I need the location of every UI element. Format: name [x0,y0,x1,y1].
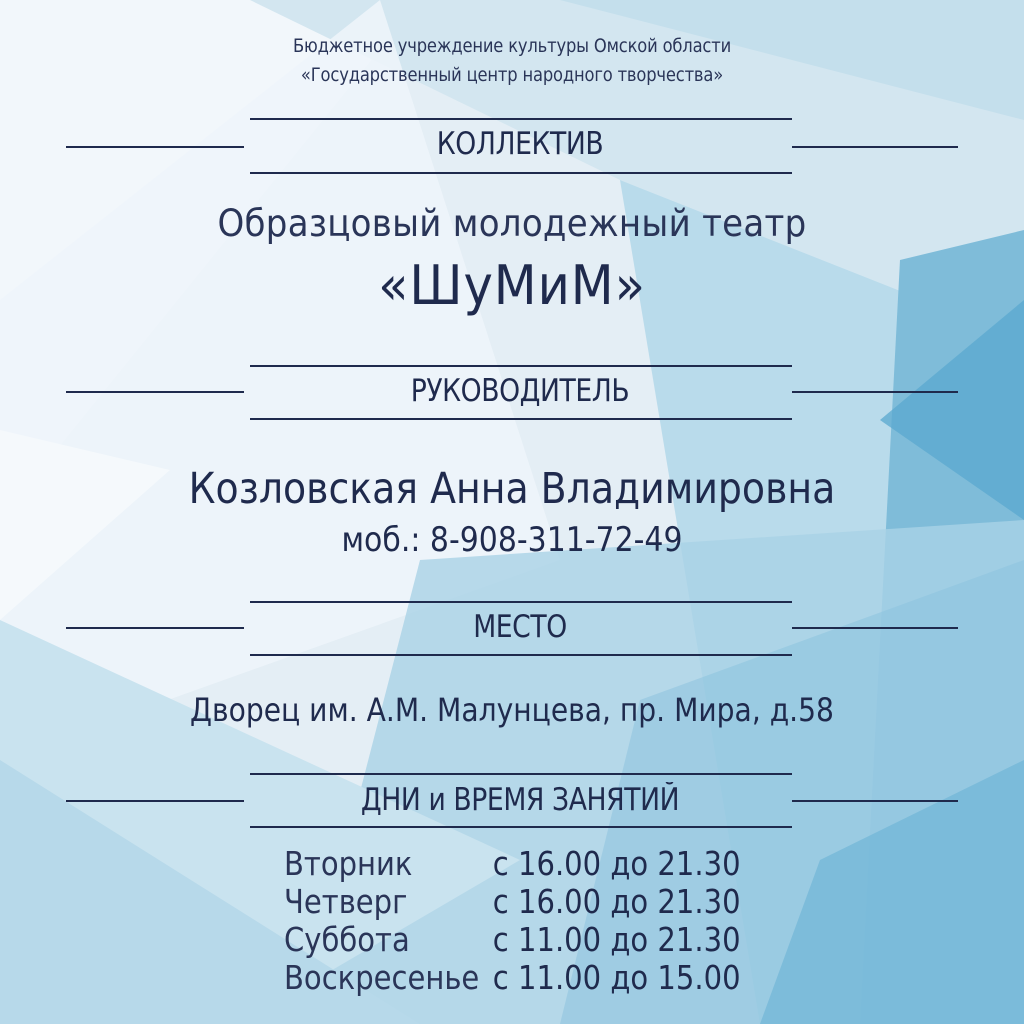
leader-heading: РУКОВОДИТЕЛЬ [410,373,630,409]
organization-line-1: Бюджетное учреждение культуры Омской области [292,35,732,57]
schedule-time: с 16.00 до 21.30 [493,844,741,883]
theatre-name: «ШуМиМ» [378,254,646,317]
schedule-rule-left [66,800,244,802]
schedule-day: Вторник [284,844,413,883]
organization-line-2: «Государственный центр народного творчества» [300,64,724,86]
leader-rule-top [250,365,792,367]
schedule-rule-right [792,800,958,802]
schedule-time: с 11.00 до 15.00 [493,958,741,997]
place-heading: МЕСТО [473,609,567,645]
leader-rule-right [792,391,958,393]
schedule-heading: ДНИ и ВРЕМЯ ЗАНЯТИЙ [360,782,680,818]
leader-phone: моб.: 8-908-311-72-49 [341,520,683,560]
place-rule-left [66,627,244,629]
place-rule-top [250,601,792,603]
leader-name: Козловская Анна Владимировна [188,464,836,514]
collective-rule-right [792,146,958,148]
place-rule-right [792,627,958,629]
schedule-time: с 16.00 до 21.30 [493,882,741,921]
leader-rule-bottom [250,418,792,420]
schedule-day: Четверг [284,882,408,921]
schedule-rule-bottom [250,826,792,828]
collective-heading: КОЛЛЕКТИВ [436,126,604,162]
schedule-day: Суббота [284,920,410,959]
schedule-time: с 11.00 до 21.30 [493,920,741,959]
collective-rule-top [250,118,792,120]
collective-rule-bottom [250,172,792,174]
schedule-day: Воскресенье [284,958,480,997]
place-address: Дворец им. А.М. Малунцева, пр. Мира, д.58 [190,691,834,729]
leader-rule-left [66,391,244,393]
theatre-description: Образцовый молодежный театр [217,202,807,245]
place-rule-bottom [250,654,792,656]
collective-rule-left [66,146,244,148]
schedule-rule-top [250,773,792,775]
